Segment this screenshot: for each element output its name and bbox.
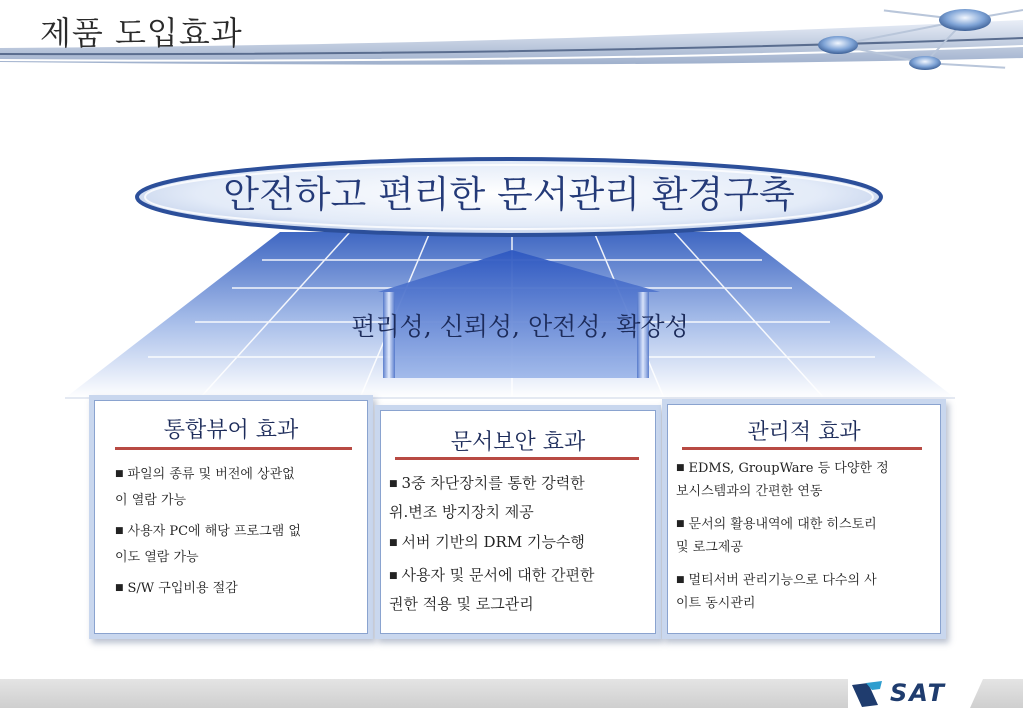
box-title: 문서보안 효과 — [450, 430, 586, 455]
title-underline — [395, 457, 639, 460]
bullet-icon: ■ — [115, 469, 124, 479]
bullet-icon: ■ — [115, 526, 124, 536]
bullet-icon: ■ — [389, 479, 398, 489]
core-values-text: 편리성, 신뢰성, 안전성, 확장성 — [351, 312, 689, 341]
list-item: ■ 3중 차단장치를 통한 강력한 위.변조 방지장치 제공 — [389, 474, 585, 521]
bullet-icon: ■ — [389, 571, 398, 581]
list-item: ■ 파일의 종류 및 버전에 상관없 이 열람 가능 — [115, 467, 295, 508]
effect-box-viewer — [94, 400, 368, 634]
slide-title: 제품 도입효과 — [40, 14, 243, 52]
effect-box-management — [667, 404, 941, 634]
list-item: ■ EDMS, GroupWare 등 다양한 정 보시스템과의 간편한 연동 — [676, 461, 889, 499]
title-underline — [682, 447, 922, 450]
box-title: 관리적 효과 — [747, 420, 861, 445]
bullet-icon: ■ — [115, 583, 124, 593]
bullet-list — [389, 469, 651, 618]
bullet-list — [115, 461, 355, 602]
list-item: ■ 멀티서버 관리기능으로 다수의 사 이트 동시관리 — [676, 573, 877, 611]
list-item: ■ 사용자 및 문서에 대한 간편한 권한 적용 및 로그관리 — [389, 566, 595, 613]
bullet-list — [676, 457, 938, 615]
main-goal-text: 안전하고 편리한 문서관리 환경구축 — [223, 173, 795, 216]
list-item: ■ 서버 기반의 DRM 기능수행 — [389, 533, 585, 551]
box-title: 통합뷰어 효과 — [163, 418, 299, 443]
effect-box-security — [380, 410, 656, 634]
bullet-icon: ■ — [676, 519, 685, 529]
title-underline — [115, 447, 352, 450]
logo-text: SAT — [890, 679, 946, 707]
list-item: ■ S/W 구입비용 절감 — [115, 581, 238, 596]
bullet-icon: ■ — [676, 575, 685, 585]
bullet-icon: ■ — [389, 538, 398, 548]
list-item: ■ 문서의 활용내역에 대한 히스토리 및 로그제공 — [676, 517, 877, 555]
bullet-icon: ■ — [676, 463, 685, 473]
list-item: ■ 사용자 PC에 해당 프로그램 없 이도 열람 가능 — [115, 524, 301, 565]
